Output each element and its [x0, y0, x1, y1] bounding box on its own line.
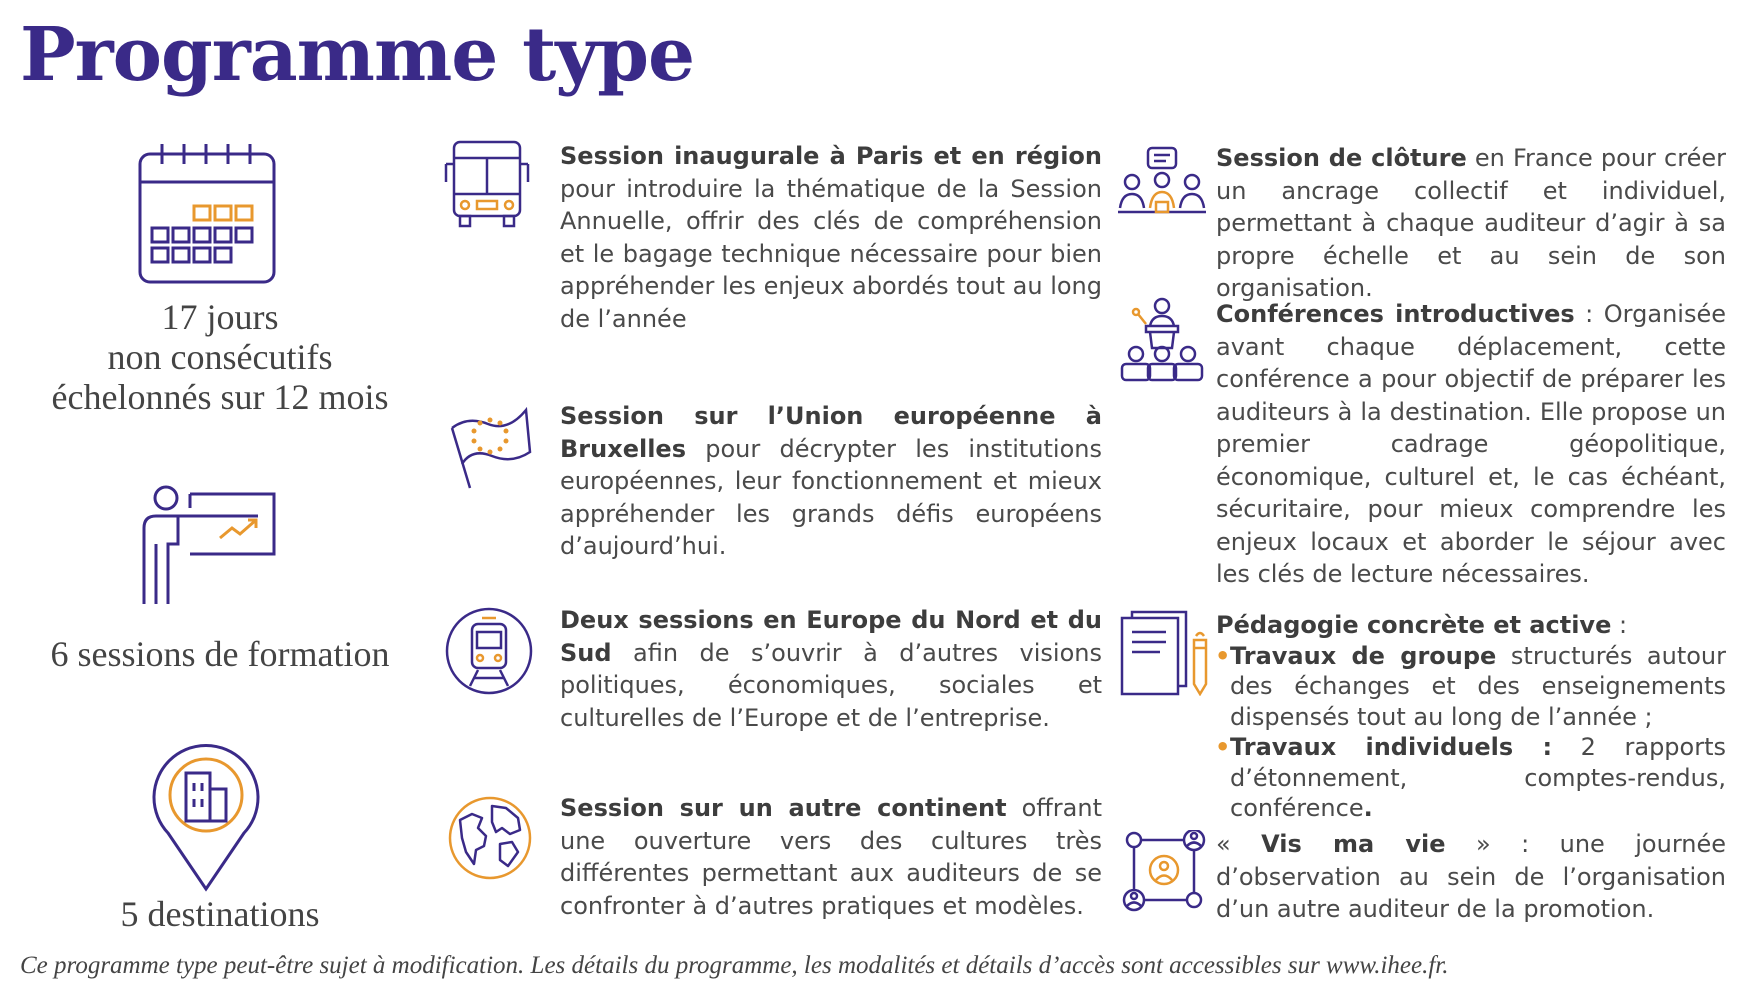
vis-ma-vie-text: » : une journée d’observation au sein de l’organisation d’un autre auditeur de la promotion.: [1216, 830, 1727, 923]
list-item: [1216, 641, 1726, 733]
session-cloture-text: en France pour créer un ancrage collectif et individuel, permettant à chaque auditeur d’agir à sa propre échelle et au sein de son organisation.: [1216, 144, 1726, 302]
pedagogie-heading: [1216, 610, 1726, 641]
session-europe-title: Deux sessions en Europe du Nord et du Sud: [560, 606, 1102, 667]
session-inaugurale: [560, 140, 1102, 335]
bullet-icon: •: [1215, 641, 1231, 670]
session-europe-text: afin de s’ouvrir à d’autres visions politiques, économiques, sociales et culturelles de l’Europe et de l’entreprise.: [560, 638, 1102, 732]
stat-destinations: [0, 894, 440, 934]
pedagogie-item-title: Travaux individuels :: [1230, 733, 1553, 761]
page-title: Programme type: [20, 12, 695, 98]
vis-ma-vie: [1216, 828, 1726, 926]
stat-sessions-line: 6 sessions de formation: [50, 634, 390, 674]
session-europe-nord-sud: [560, 604, 1102, 734]
pedagogie-active: [1216, 610, 1726, 824]
vis-ma-vie-title: Vis ma vie: [1261, 830, 1446, 858]
pedagogie-item-text: 2 rapports d’étonnement, comptes-rendus, conférence: [1230, 733, 1726, 822]
footer-note: Ce programme type peut-être sujet à modification. Les détails du programme, les modalités et détails d’accès sont accessibles sur www.ihee.fr.: [20, 952, 1449, 979]
session-inaugurale-text: pour introduire la thématique de la Session Annuelle, offrir des clés de compréhension et le bagage technique nécessaire pour bien appréhender les enjeux abordés tout au long de l’année: [560, 174, 1102, 333]
bus-icon: [444, 138, 530, 230]
conferences-text: : Organisée avant chaque déplacement, cette conférence a pour objectif de préparer les auditeurs à la destination. Elle propose un premier cadrage géopolitique, économique, culturel et, le cas échéant, sécuritaire, pour mieux comprendre les enjeux locaux et aborder le séjour avec les clés de lecture nécessaires.: [1216, 300, 1726, 588]
globe-icon: [446, 794, 534, 882]
vis-ma-vie-prefix: «: [1216, 830, 1262, 858]
bullet-icon: •: [1215, 733, 1231, 761]
calendar-icon: [136, 140, 278, 286]
location-pin-icon: [148, 737, 264, 893]
session-cloture-title: Session de clôture: [1216, 144, 1467, 172]
pedagogie-title: Pédagogie concrète et active: [1216, 611, 1612, 639]
stat-days-line: échelonnés sur 12 mois: [51, 377, 389, 417]
session-ue-title: Session sur l’Union européenne à Bruxelles: [560, 402, 1102, 463]
documents-pencil-icon: [1120, 610, 1210, 696]
stat-days: [0, 297, 440, 417]
group-discussion-icon: [1118, 146, 1206, 220]
conferences-introductives: [1216, 298, 1726, 591]
train-icon: [444, 606, 534, 696]
conference-podium-icon: [1118, 296, 1206, 384]
pedagogie-item-text: structurés autour des échanges et des enseignements dispensés tout au long de l’année ;: [1230, 641, 1726, 731]
stat-days-line: non consécutifs: [107, 337, 333, 377]
list-item: [1216, 732, 1726, 824]
presenter-icon: [138, 484, 278, 610]
pedagogie-item-end: .: [1363, 794, 1373, 822]
session-ue-text: pour décrypter les institutions européennes, leur fonctionnement et mieux appréhender les grands défis européens d’aujourd’hui.: [560, 434, 1102, 560]
conferences-title: Conférences introductives: [1216, 300, 1575, 328]
network-people-icon: [1122, 830, 1208, 912]
session-cloture: [1216, 142, 1726, 305]
session-autre-continent: [560, 792, 1102, 922]
eu-flag-icon: [448, 398, 534, 490]
stat-destinations-line: 5 destinations: [120, 894, 320, 934]
stat-days-line: 17 jours: [161, 297, 279, 337]
pedagogie-suffix: :: [1611, 611, 1628, 639]
session-union-europeenne: [560, 400, 1102, 563]
session-continent-text: offrant une ouverture vers des cultures très différentes permettant aux auditeurs de se confronter à d’autres pratiques et modèles.: [560, 794, 1102, 920]
session-inaugurale-title: Session inaugurale à Paris et en région: [560, 142, 1102, 170]
session-continent-title: Session sur un autre continent: [560, 794, 1007, 822]
pedagogie-item-title: Travaux de groupe: [1230, 641, 1497, 670]
stat-sessions: [0, 634, 440, 674]
